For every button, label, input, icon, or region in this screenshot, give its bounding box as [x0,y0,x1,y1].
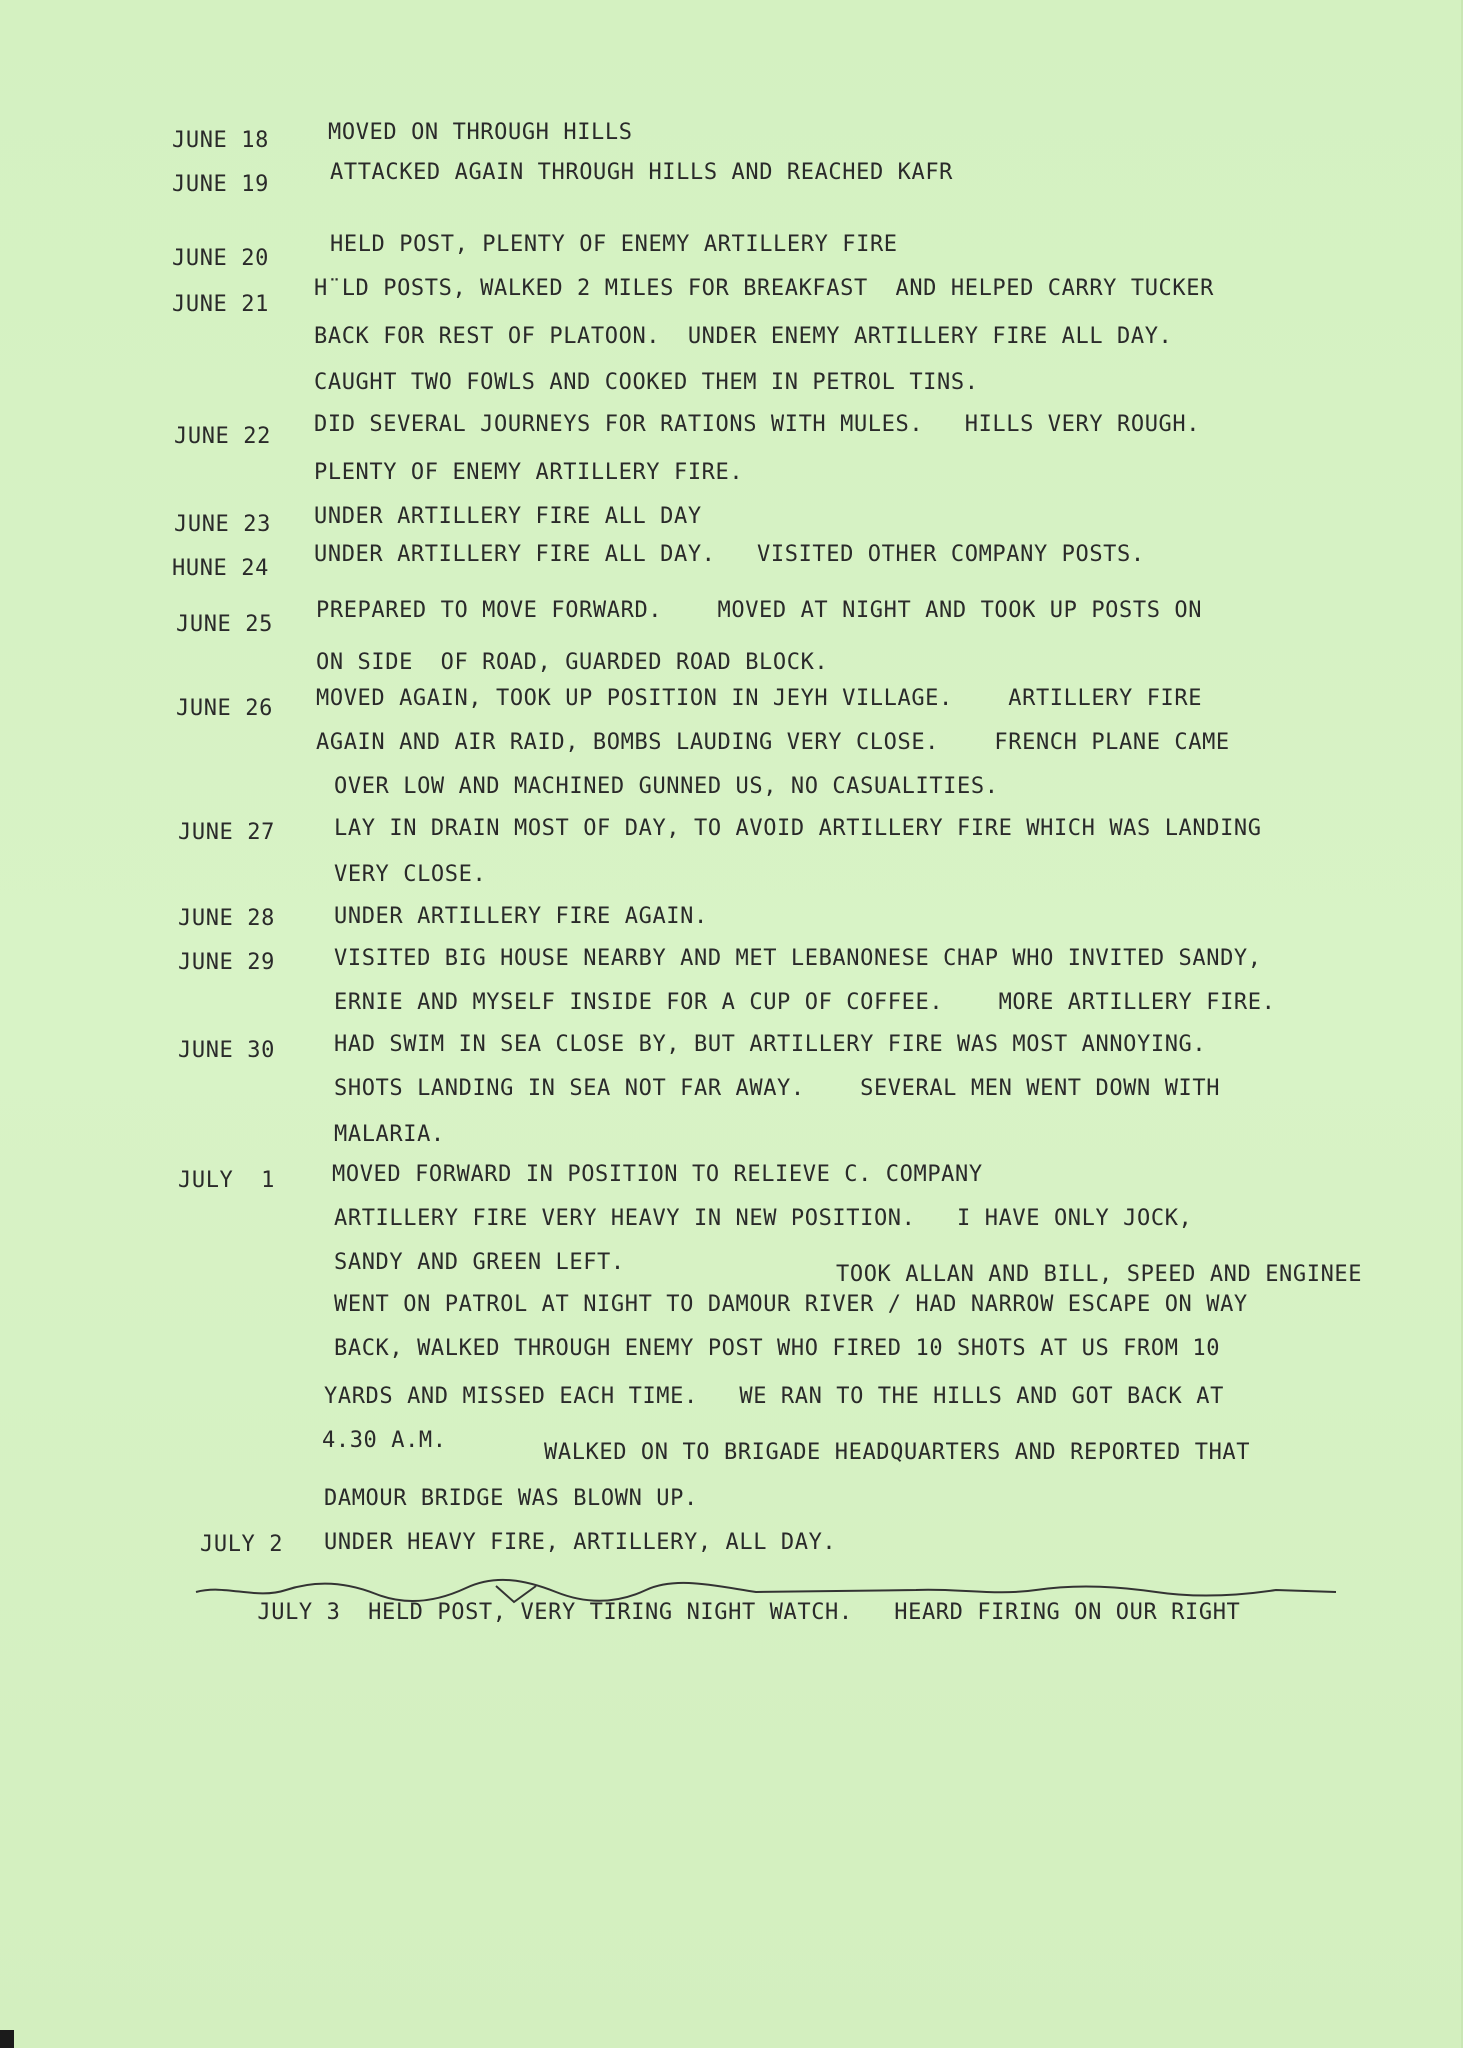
entry-date: JUNE 21 [172,292,269,317]
entry-text: MALARIA. [334,1122,445,1147]
entry-date: JUNE 30 [178,1038,275,1063]
entry-text: MOVED ON THROUGH HILLS [328,120,633,145]
entry-text: DID SEVERAL JOURNEYS FOR RATIONS WITH MULES. HILLS VERY ROUGH. [314,412,1201,437]
entry-text: BACK, WALKED THROUGH ENEMY POST WHO FIRED 10 SHOTS AT US FROM 10 [334,1336,1221,1361]
scan-edge-mark [0,2030,14,2048]
entry-text: PREPARED TO MOVE FORWARD. MOVED AT NIGHT AND TOOK UP POSTS ON [316,598,1203,623]
entry-text: DAMOUR BRIDGE WAS BLOWN UP. [324,1486,698,1511]
entry-text: UNDER HEAVY FIRE, ARTILLERY, ALL DAY. [324,1530,837,1555]
entry-text: 4.30 A.M. [322,1428,447,1453]
entry-text: H¨LD POSTS, WALKED 2 MILES FOR BREAKFAST AND HELPED CARRY TUCKER [314,276,1214,301]
entry-text: VISITED BIG HOUSE NEARBY AND MET LEBANONESE CHAP WHO INVITED SANDY, [334,946,1262,971]
entry-text: ON SIDE OF ROAD, GUARDED ROAD BLOCK. [316,650,829,675]
entry-text: SANDY AND GREEN LEFT. [334,1250,625,1275]
entry-text: UNDER ARTILLERY FIRE ALL DAY. VISITED OTHER COMPANY POSTS. [314,542,1145,567]
entry-text: SHOTS LANDING IN SEA NOT FAR AWAY. SEVERAL MEN WENT DOWN WITH [334,1076,1221,1101]
strikethrough-scribble [196,1578,1336,1608]
entry-text: AGAIN AND AIR RAID, BOMBS LAUDING VERY CLOSE. FRENCH PLANE CAME [316,730,1230,755]
entry-text: VERY CLOSE. [334,862,487,887]
entry-date: JUNE 26 [176,696,273,721]
entry-text: MOVED AGAIN, TOOK UP POSITION IN JEYH VILLAGE. ARTILLERY FIRE [316,686,1203,711]
entry-date: JUNE 22 [174,424,271,449]
entry-text: HAD SWIM IN SEA CLOSE BY, BUT ARTILLERY FIRE WAS MOST ANNOYING. [334,1032,1207,1057]
entry-date: HUNE 24 [172,556,269,581]
entry-date: JUNE 23 [174,512,271,537]
entry-text: WENT ON PATROL AT NIGHT TO DAMOUR RIVER / HAD NARROW ESCAPE ON WAY [334,1292,1248,1317]
entry-text: UNDER ARTILLERY FIRE ALL DAY [314,504,702,529]
entry-date: JUNE 28 [178,906,275,931]
entry-date: JUNE 19 [172,172,269,197]
entry-text: ERNIE AND MYSELF INSIDE FOR A CUP OF COFFEE. MORE ARTILLERY FIRE. [334,990,1276,1015]
entry-text: LAY IN DRAIN MOST OF DAY, TO AVOID ARTILLERY FIRE WHICH WAS LANDING [334,816,1262,841]
entry-date: JULY 2 [200,1532,284,1557]
entry-date: JUNE 18 [172,128,269,153]
entry-text: TOOK ALLAN AND BILL, SPEED AND ENGINEE [836,1262,1363,1287]
entry-date: JUNE 27 [178,820,275,845]
entry-text: BACK FOR REST OF PLATOON. UNDER ENEMY ARTILLERY FIRE ALL DAY. [314,324,1173,349]
entry-text: ATTACKED AGAIN THROUGH HILLS AND REACHED KAFR [330,160,954,185]
entry-text: ARTILLERY FIRE VERY HEAVY IN NEW POSITION. I HAVE ONLY JOCK, [334,1206,1193,1231]
entry-text: UNDER ARTILLERY FIRE AGAIN. [334,904,708,929]
entry-date: JUNE 20 [172,246,269,271]
entry-text: MOVED FORWARD IN POSITION TO RELIEVE C. COMPANY [332,1162,983,1187]
entry-text: PLENTY OF ENEMY ARTILLERY FIRE. [314,460,744,485]
entry-text: YARDS AND MISSED EACH TIME. WE RAN TO THE HILLS AND GOT BACK AT [324,1384,1224,1409]
struck-out-line [202,1574,1240,1678]
entry-text: OVER LOW AND MACHINED GUNNED US, NO CASUALITIES. [334,774,999,799]
entry-text: HELD POST, PLENTY OF ENEMY ARTILLERY FIRE [330,232,898,257]
entry-date: JUNE 25 [176,612,273,637]
entry-text: CAUGHT TWO FOWLS AND COOKED THEM IN PETROL TINS. [314,370,979,395]
entry-date: JUNE 29 [178,950,275,975]
struck-text: JULY 3 HELD POST, VERY TIRING NIGHT WATCH. HEARD FIRING ON OUR RIGHT [257,1600,1241,1625]
entry-date: JULY 1 [178,1168,275,1193]
entry-text: WALKED ON TO BRIGADE HEADQUARTERS AND REPORTED THAT [544,1440,1251,1465]
